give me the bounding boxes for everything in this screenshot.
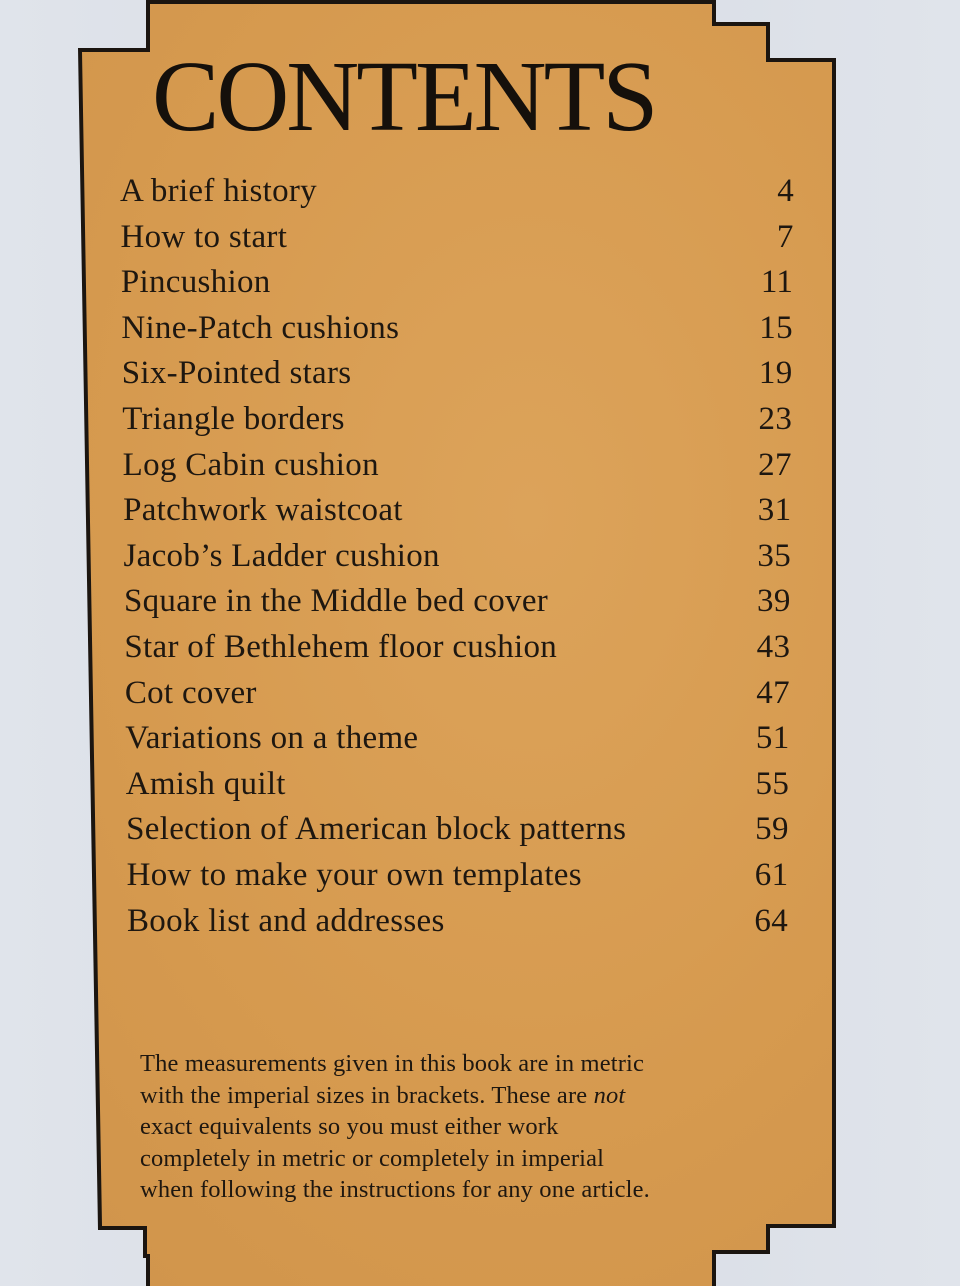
- toc-entry: [126, 763, 789, 805]
- note-line-3: exact equivalents so you must either work: [140, 1113, 559, 1140]
- toc-entry-page-number: 47: [756, 674, 790, 711]
- toc-entry: [122, 398, 792, 440]
- toc-entry: [123, 489, 791, 531]
- toc-entry: [122, 352, 793, 394]
- toc-entry: [127, 854, 789, 896]
- toc-entry-page-number: 7: [776, 218, 794, 255]
- toc-entry-title: Selection of American block patterns: [126, 811, 627, 848]
- toc-entry-page-number: 23: [758, 401, 793, 437]
- toc-entry: [127, 900, 788, 942]
- toc-entry-title: Star of Bethlehem floor cushion: [124, 629, 558, 665]
- toc-entry-title: A brief history: [120, 173, 317, 209]
- toc-entry-title: Patchwork waistcoat: [123, 492, 403, 529]
- toc-entry-title: Triangle borders: [122, 401, 345, 437]
- toc-entry-page-number: 59: [755, 811, 789, 848]
- toc-entry-title: Six-Pointed stars: [121, 355, 352, 392]
- toc-entry-page-number: 64: [754, 902, 788, 939]
- note-line-5: when following the instructions for any one article.: [140, 1176, 650, 1203]
- toc-entry: [126, 808, 789, 850]
- toc-entry-page-number: 4: [777, 173, 794, 209]
- toc-entry: [120, 216, 793, 258]
- toc-entry-title: Book list and addresses: [127, 902, 445, 939]
- toc-entry-page-number: 43: [756, 629, 791, 665]
- toc-entry-page-number: 27: [758, 446, 792, 483]
- measurement-note: [140, 1048, 800, 1206]
- toc-entry-page-number: 55: [755, 765, 790, 802]
- note-line-2: [140, 1082, 625, 1109]
- toc-entry: [124, 626, 790, 668]
- toc-entry: [123, 444, 792, 486]
- toc-entry-title: How to make your own templates: [126, 857, 582, 893]
- toc-entry-title: Log Cabin cushion: [122, 446, 379, 483]
- toc-entry-page-number: 11: [760, 264, 794, 301]
- toc-entry-title: Pincushion: [120, 264, 271, 301]
- toc-entry-title: How to start: [120, 218, 288, 255]
- note-emphasis: not: [593, 1081, 626, 1109]
- toc-entry-page-number: 31: [757, 492, 792, 529]
- note-line-2-text: with the imperial sizes in brackets. These are: [140, 1081, 594, 1109]
- toc-entry-page-number: 51: [755, 720, 790, 757]
- toc-entry: [120, 170, 794, 212]
- toc-entry-page-number: 61: [754, 857, 789, 893]
- note-line-4: completely in metric or completely in imperial: [140, 1144, 605, 1172]
- toc-entry: [121, 261, 793, 303]
- toc-entry-page-number: 15: [759, 309, 793, 346]
- toc-entry: [124, 580, 791, 622]
- toc-entry-page-number: 19: [758, 355, 793, 392]
- contents-heading: CONTENTS: [152, 40, 656, 152]
- toc-entry-page-number: 35: [757, 537, 791, 574]
- toc-entry-title: Nine-Patch cushions: [121, 309, 400, 346]
- toc-entry: [121, 307, 793, 349]
- toc-entry-title: Amish quilt: [125, 765, 286, 802]
- toc-entry-page-number: 39: [757, 583, 791, 620]
- note-line-1: The measurements given in this book are in metric: [140, 1050, 645, 1077]
- toc-entry-title: Variations on a theme: [125, 720, 419, 757]
- toc-entry: [125, 717, 789, 759]
- toc-entry-title: Square in the Middle bed cover: [123, 583, 549, 620]
- toc-entry: [125, 672, 790, 714]
- toc-entry-title: Jacob’s Ladder cushion: [123, 537, 440, 574]
- toc-entry-title: Cot cover: [124, 674, 257, 711]
- toc-entry: [124, 535, 792, 577]
